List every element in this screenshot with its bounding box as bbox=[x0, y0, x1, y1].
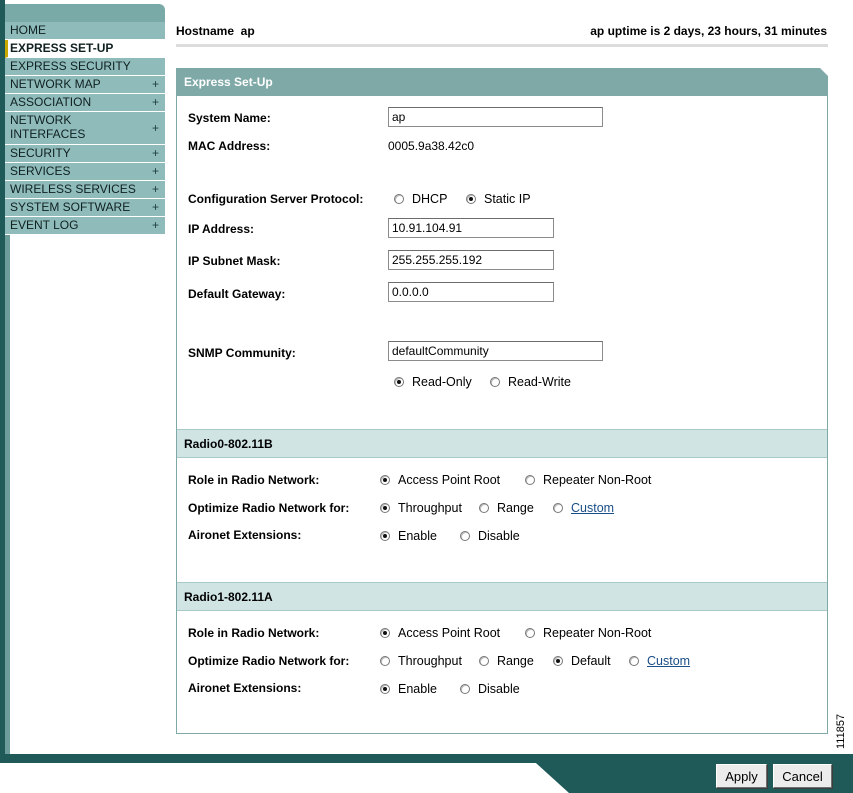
nav-item-wireless-services[interactable] bbox=[5, 181, 165, 199]
subnet-mask-input[interactable] bbox=[388, 250, 554, 270]
snmp-community-input[interactable] bbox=[388, 341, 603, 361]
radio1-role-label: Role in Radio Network: bbox=[188, 626, 320, 640]
option-label: Range bbox=[497, 501, 534, 515]
radio-unchecked-icon bbox=[525, 475, 535, 485]
radio1-section-header: Radio1-802.11A bbox=[177, 582, 827, 611]
radio1-access-point-root-radio[interactable] bbox=[380, 626, 500, 640]
nav-label: SERVICES bbox=[10, 164, 71, 178]
radio-unchecked-icon bbox=[479, 503, 489, 513]
expand-plus-icon[interactable]: + bbox=[151, 164, 159, 178]
radio-checked-icon bbox=[394, 377, 404, 387]
option-label: Access Point Root bbox=[398, 473, 501, 487]
nav-item-event-log[interactable] bbox=[5, 217, 165, 235]
radio-unchecked-icon bbox=[490, 377, 500, 387]
radio0-enable-radio[interactable] bbox=[380, 529, 437, 543]
read-write-radio[interactable] bbox=[490, 375, 571, 389]
radio1-optimize-label: Optimize Radio Network for: bbox=[188, 654, 350, 668]
radio0-disable-radio[interactable] bbox=[460, 529, 520, 543]
radio-unchecked-icon bbox=[380, 656, 390, 666]
expand-plus-icon[interactable]: + bbox=[151, 146, 159, 160]
ip-address-label: IP Address: bbox=[188, 222, 255, 236]
config-protocol-label: Configuration Server Protocol: bbox=[188, 192, 364, 206]
apply-button[interactable]: Apply bbox=[716, 764, 767, 788]
nav-label: WIRELESS SERVICES bbox=[10, 182, 136, 196]
radio-unchecked-icon bbox=[629, 656, 639, 666]
static-ip-label: Static IP bbox=[484, 192, 531, 206]
nav-item-express-setup[interactable] bbox=[5, 40, 165, 58]
dhcp-label: DHCP bbox=[412, 192, 448, 206]
radio1-enable-radio[interactable] bbox=[380, 682, 437, 696]
radio0-access-point-root-radio[interactable] bbox=[380, 473, 500, 487]
uptime-text: ap uptime is 2 days, 23 hours, 31 minutes bbox=[590, 24, 827, 38]
default-gateway-input[interactable] bbox=[388, 282, 554, 302]
radio1-default-radio[interactable] bbox=[553, 654, 611, 668]
system-name-input[interactable] bbox=[388, 107, 603, 127]
radio0-section-header: Radio0-802.11B bbox=[177, 429, 827, 458]
system-name-label: System Name: bbox=[188, 111, 271, 125]
radio0-throughput-radio[interactable] bbox=[380, 501, 462, 515]
nav-item-home[interactable] bbox=[5, 22, 165, 40]
radio-unchecked-icon bbox=[479, 656, 489, 666]
sidebar-header-tab bbox=[5, 4, 165, 22]
express-setup-panel bbox=[176, 68, 828, 734]
nav-label: SYSTEM SOFTWARE bbox=[10, 200, 131, 214]
nav-item-system-software[interactable] bbox=[5, 199, 165, 217]
static-ip-radio[interactable] bbox=[466, 192, 531, 206]
snmp-community-label: SNMP Community: bbox=[188, 346, 296, 360]
nav-item-network-map[interactable] bbox=[5, 76, 165, 94]
radio-checked-icon bbox=[380, 628, 390, 638]
radio0-aironet-label: Aironet Extensions: bbox=[188, 528, 302, 542]
option-label: Range bbox=[497, 654, 534, 668]
cancel-button[interactable]: Cancel bbox=[773, 764, 832, 788]
nav-item-services[interactable] bbox=[5, 163, 165, 181]
option-label: Repeater Non-Root bbox=[543, 626, 652, 640]
nav-item-network-interfaces[interactable] bbox=[5, 112, 165, 145]
expand-plus-icon[interactable]: + bbox=[151, 200, 159, 214]
radio1-range-radio[interactable] bbox=[479, 654, 534, 668]
nav-label: NETWORK INTERFACES bbox=[10, 113, 86, 141]
radio1-repeater-non-root-radio[interactable] bbox=[525, 626, 651, 640]
expand-plus-icon[interactable]: + bbox=[151, 218, 159, 232]
radio-unchecked-icon bbox=[394, 194, 404, 204]
option-label: Default bbox=[571, 654, 611, 668]
expand-plus-icon[interactable]: + bbox=[151, 77, 159, 91]
nav-label: SECURITY bbox=[10, 146, 71, 160]
radio0-optimize-label: Optimize Radio Network for: bbox=[188, 501, 350, 515]
option-label: Disable bbox=[478, 529, 520, 543]
ip-address-input[interactable] bbox=[388, 218, 554, 238]
mac-address-value: 0005.9a38.42c0 bbox=[388, 139, 475, 153]
radio-checked-icon bbox=[466, 194, 476, 204]
option-label: Access Point Root bbox=[398, 626, 501, 640]
panel-title: Express Set-Up bbox=[177, 69, 827, 96]
radio0-custom-radio[interactable] bbox=[553, 501, 614, 515]
radio1-throughput-radio[interactable] bbox=[380, 654, 462, 668]
expand-plus-icon[interactable]: + bbox=[151, 95, 159, 109]
nav-item-association[interactable] bbox=[5, 94, 165, 112]
option-label: Enable bbox=[398, 529, 437, 543]
figure-id-text: 111857 bbox=[835, 713, 847, 749]
sidebar-shade bbox=[5, 230, 10, 763]
nav-label: HOME bbox=[10, 23, 46, 37]
radio-checked-icon bbox=[380, 475, 390, 485]
default-gateway-label: Default Gateway: bbox=[188, 287, 286, 301]
expand-plus-icon[interactable]: + bbox=[151, 121, 159, 135]
nav-label: EXPRESS SET-UP bbox=[10, 41, 114, 55]
radio1-aironet-label: Aironet Extensions: bbox=[188, 681, 302, 695]
custom-link[interactable]: Custom bbox=[571, 501, 615, 515]
radio0-range-radio[interactable] bbox=[479, 501, 534, 515]
nav-label: EVENT LOG bbox=[10, 218, 79, 232]
radio-checked-icon bbox=[380, 684, 390, 694]
read-write-label: Read-Write bbox=[508, 375, 571, 389]
nav-label: ASSOCIATION bbox=[10, 95, 92, 109]
sidebar-nav bbox=[5, 22, 165, 235]
option-label: Enable bbox=[398, 682, 437, 696]
radio-unchecked-icon bbox=[460, 684, 470, 694]
panel-corner bbox=[820, 68, 828, 76]
radio-checked-icon bbox=[380, 531, 390, 541]
radio1-disable-radio[interactable] bbox=[460, 682, 520, 696]
mac-address-label: MAC Address: bbox=[188, 139, 271, 153]
option-label: Disable bbox=[478, 682, 520, 696]
expand-plus-icon[interactable]: + bbox=[151, 182, 159, 196]
radio0-role-label: Role in Radio Network: bbox=[188, 473, 320, 487]
option-label: Repeater Non-Root bbox=[543, 473, 652, 487]
radio-unchecked-icon bbox=[525, 628, 535, 638]
hostname-text: Hostname ap bbox=[176, 24, 255, 38]
dhcp-radio[interactable] bbox=[394, 192, 447, 206]
radio0-repeater-non-root-radio[interactable] bbox=[525, 473, 651, 487]
header-divider bbox=[176, 44, 828, 47]
subnet-mask-label: IP Subnet Mask: bbox=[188, 254, 281, 268]
read-only-radio[interactable] bbox=[394, 375, 472, 389]
radio-checked-icon bbox=[553, 656, 563, 666]
radio1-custom-radio[interactable] bbox=[629, 654, 690, 668]
radio-checked-icon bbox=[380, 503, 390, 513]
nav-label: EXPRESS SECURITY bbox=[10, 59, 131, 73]
nav-item-security[interactable] bbox=[5, 145, 165, 163]
nav-item-express-security[interactable] bbox=[5, 58, 165, 76]
radio-unchecked-icon bbox=[553, 503, 563, 513]
radio-unchecked-icon bbox=[460, 531, 470, 541]
read-only-label: Read-Only bbox=[412, 375, 472, 389]
option-label: Throughput bbox=[398, 501, 462, 515]
option-label: Throughput bbox=[398, 654, 462, 668]
custom-link[interactable]: Custom bbox=[647, 654, 691, 668]
nav-label: NETWORK MAP bbox=[10, 77, 101, 91]
